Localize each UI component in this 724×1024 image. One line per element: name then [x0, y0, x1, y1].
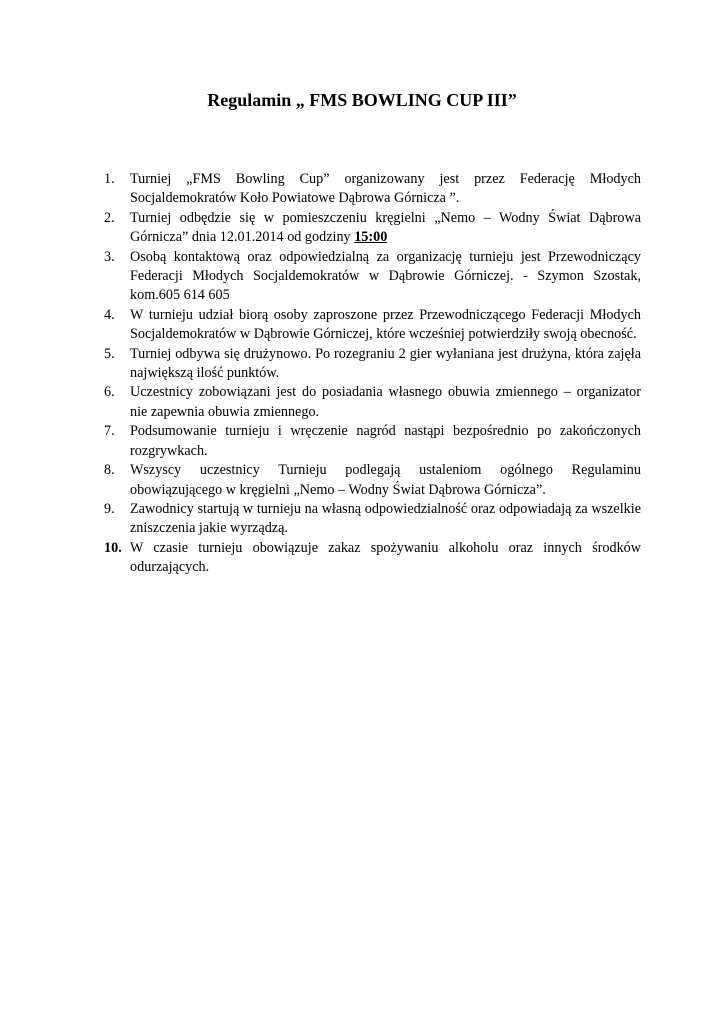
rule-text: Turniej odbywa się drużynowo. Po rozegraniu 2 gier wyłaniana jest drużyna, która zajęła największą ilość punktów.: [130, 345, 641, 382]
rule-number: 10.: [104, 539, 122, 556]
rule-item-3: [96, 248, 641, 306]
rule-number: 2.: [104, 209, 115, 226]
rule-number: 8.: [104, 462, 115, 479]
rule-number: 1.: [104, 171, 115, 187]
start-time: 15:00: [354, 229, 388, 246]
rule-item-2: [96, 209, 641, 248]
rule-text: Osobą kontaktową oraz odpowiedzialną za organizację turnieju jest Przewodniczący Federacji Młodych Socjaldemokratów w Dąbrowie Górniczej. - Szymon Szostak, kom.605 614 605: [130, 248, 641, 304]
rule-text: Podsumowanie turnieju i wręczenie nagród nastąpi bezpośrednio po zakończonych rozgrywkach.: [130, 423, 641, 459]
rule-item-6: [96, 383, 641, 422]
rule-text-before-time: Turniej odbędzie się w pomieszczeniu kręgielni „Nemo – Wodny Świat Dąbrowa Górnicza” dnia 12.01.2014 od godziny: [130, 209, 641, 246]
rule-text: Turniej „FMS Bowling Cup” organizowany jest przez Federację Młodych Socjaldemokratów Koło Powiatowe Dąbrowa Górnicza ”.: [130, 171, 641, 207]
rule-item-7: [96, 422, 641, 461]
rule-item-5: [96, 345, 641, 384]
rule-number: 9.: [104, 500, 115, 517]
rule-text: [130, 209, 641, 248]
rules-list: [96, 170, 641, 578]
rule-text: Uczestnicy zobowiązani jest do posiadania własnego obuwia zmiennego – organizator nie zapewnia obuwia zmiennego.: [130, 384, 641, 420]
rule-item-9: [96, 500, 641, 539]
rule-item-1: [96, 170, 641, 209]
rule-number: 7.: [104, 423, 115, 440]
rule-text: Zawodnicy startują w turnieju na własną odpowiedzialność oraz odpowiadają za wszelkie zniszczenia jakie wyrządzą.: [130, 500, 641, 537]
rule-text: W czasie turnieju obowiązuje zakaz spożywaniu alkoholu oraz innych środków odurzających.: [130, 539, 641, 576]
rule-number: 5.: [104, 345, 115, 362]
rule-item-8: [96, 461, 641, 500]
rule-number: 3.: [104, 248, 115, 265]
rule-text: W turnieju udział biorą osoby zaproszone przez Przewodniczącego Federacji Młodych Socjaldemokratów w Dąbrowie Górniczej, które wcześniej potwierdziły swoją obecność.: [130, 306, 641, 343]
document-title: Regulamin „ FMS BOWLING CUP III”: [207, 90, 517, 110]
rule-number: 6.: [104, 384, 115, 401]
rule-number: 4.: [104, 306, 115, 323]
rule-item-10: [96, 539, 641, 578]
rule-text: Wszyscy uczestnicy Turnieju podlegają ustaleniom ogólnego Regulaminu obowiązującego w kręgielni „Nemo – Wodny Świat Dąbrowa Górnicza”.: [130, 462, 641, 498]
rule-item-4: [96, 306, 641, 345]
